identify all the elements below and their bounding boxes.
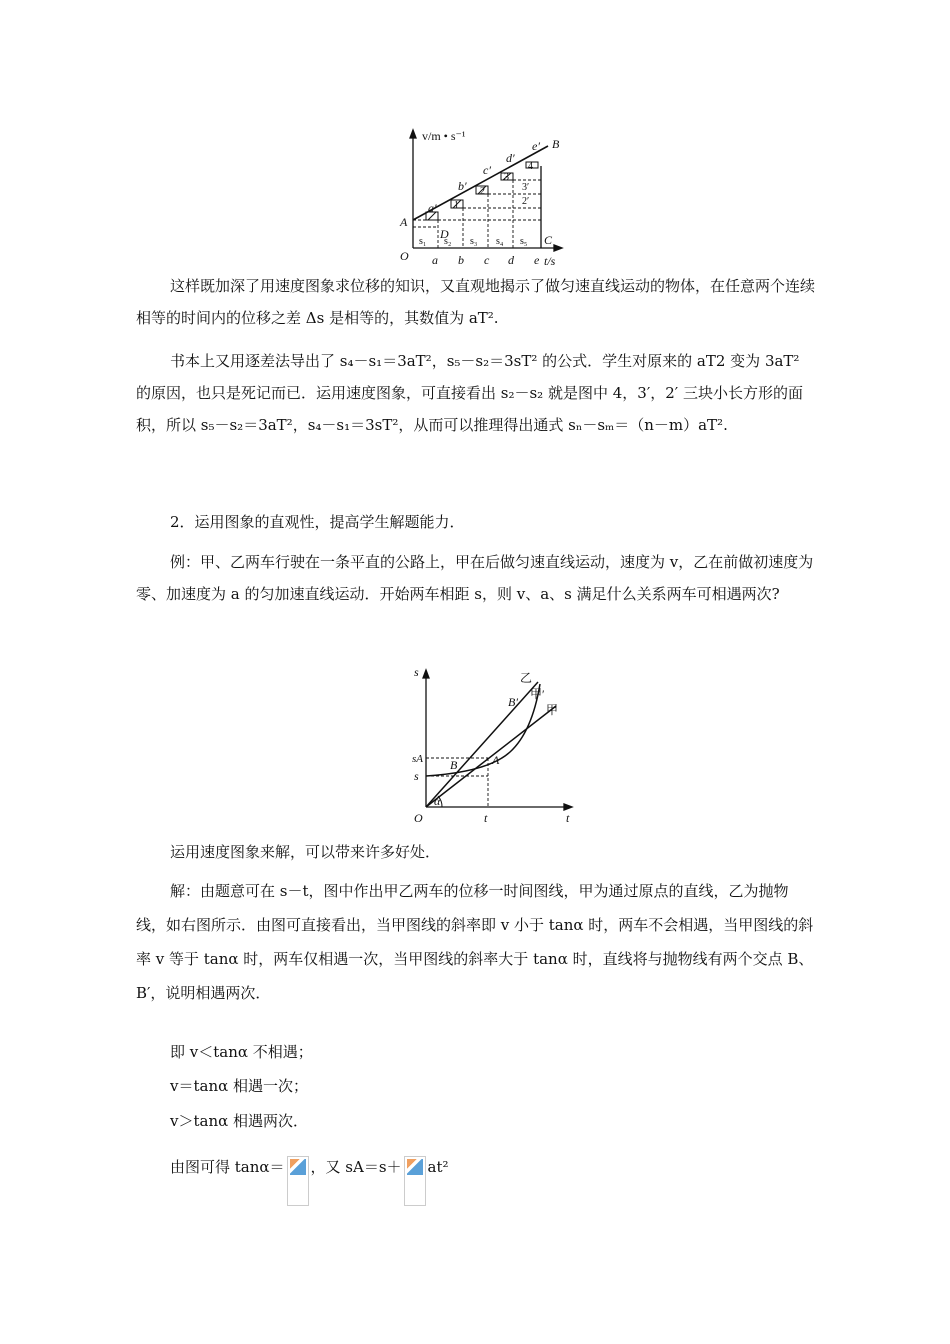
curve-label-d: d′ [506, 151, 515, 165]
tick-e: e [534, 253, 540, 267]
tick-t: t [484, 811, 488, 825]
strip-s1: s₁ [419, 236, 427, 247]
block-3p: 3′ [522, 182, 530, 193]
origin-label-2: O [414, 811, 423, 825]
point-c-label: C [544, 233, 553, 247]
paragraph-3: 2．运用图象的直观性，提高学生解题能力． [170, 513, 465, 531]
strip-s5: s₅ [520, 236, 528, 247]
v-axis-label: v/m • s⁻¹ [422, 129, 466, 143]
condition-1: 即 v＜tanα 不相遇； [170, 1043, 313, 1061]
paragraph-1: 这样既加深了用速度图象求位移的知识，又直观地揭示了做匀速直线运动的物体，在任意两个连续相等的时间内的位移之差 Δs 是相等的，其数值为 aT². [136, 277, 816, 327]
point-b-label: B [552, 137, 560, 151]
formula-end: at² [427, 1158, 449, 1176]
point-a-label: A [400, 215, 408, 229]
condition-3: v＞tanα 相遇两次． [170, 1112, 309, 1130]
strip-s2: s₂ [444, 236, 452, 247]
block-4: 4 [528, 161, 533, 172]
velocity-time-figure [396, 128, 566, 268]
tick-s: s [414, 769, 419, 783]
fraction-image-icon-2 [404, 1156, 426, 1206]
tick-c: c [484, 253, 490, 267]
tick-d: d [508, 253, 514, 267]
tick-a: a [432, 253, 438, 267]
block-3: 3 [504, 172, 509, 183]
point-d-label: D [440, 227, 449, 241]
condition-2: v＝tanα 相遇一次； [170, 1077, 309, 1095]
paragraph-4: 例：甲、乙两车行驶在一条平直的公路上，甲在后做匀速直线运动，速度为 v，乙在前做初速度为零、加速度为 a 的匀加速直线运动．开始两车相距 s，则 v、a、s 满足什么关系两车可相遇两次? [136, 553, 814, 603]
tick-sa: sA [412, 753, 423, 765]
block-2: 2 [480, 186, 485, 197]
point-b-prime-label: B′ [508, 695, 518, 709]
paragraph-5: 运用速度图象来解，可以带来许多好处． [170, 843, 441, 861]
label-jia: 甲 [546, 703, 559, 717]
point-b-label-2: B [450, 758, 458, 772]
label-jia-prime: 甲′ [530, 687, 545, 701]
paragraph-6: 解：由题意可在 s－t，图中作出甲乙两车的位移一时间图线，甲为通过原点的直线，乙为抛物线，如右图所示．由图可直接看出，当甲图线的斜率即 v 小于 tanα 时，两车不会相遇，当甲图线的斜率 v 等于 tanα 时，两车仅相遇一次，当甲图线的斜率大于 tanα 时，直线将与抛物线有两个交点 B、B′，说明相遇两次． [136, 882, 814, 1002]
line-jia [426, 706, 556, 807]
line-jia-prime [426, 682, 538, 807]
s-axis-label: s [414, 665, 419, 679]
t-axis-label-2: t [566, 811, 570, 825]
label-yi: 乙 [520, 671, 533, 685]
t-axis-label: t/s [544, 254, 556, 268]
origin-label: O [400, 249, 409, 263]
block-1: 1 [454, 200, 459, 211]
point-a-label-2: A [492, 753, 500, 767]
strip-s4: s₄ [496, 236, 504, 247]
formula-middle: ，又 sA＝s＋ [310, 1158, 402, 1176]
curve-label-c: c′ [483, 163, 491, 177]
curve-label-e: e′ [532, 139, 540, 153]
curve-label-a: a′ [428, 201, 437, 215]
tick-b: b [458, 253, 464, 267]
alpha-label: α [434, 794, 441, 808]
strip-s3: s₃ [470, 236, 478, 247]
formula-line [170, 1156, 449, 1206]
curve-label-b: b′ [458, 179, 467, 193]
formula-prefix: 由图可得 tanα＝ [170, 1158, 285, 1176]
block-2p: 2′ [522, 196, 530, 207]
paragraph-2: 书本上又用逐差法导出了 s₄－s₁＝3aT²，s₅－s₂＝3sT² 的公式．学生对原来的 aT2 变为 3aT² 的原因，也只是死记而已．运用速度图象，可直接看出 s₂－s₂ 就是图中 4，3′，2′ 三块小长方形的面积，所以 s₅－s₂＝3aT²，s₄－s₁＝3sT²，从而可以推理得出通式 sₙ－sₘ＝（n－m）aT². [136, 352, 803, 434]
displacement-time-figure [408, 664, 588, 826]
fraction-image-icon [287, 1156, 309, 1206]
